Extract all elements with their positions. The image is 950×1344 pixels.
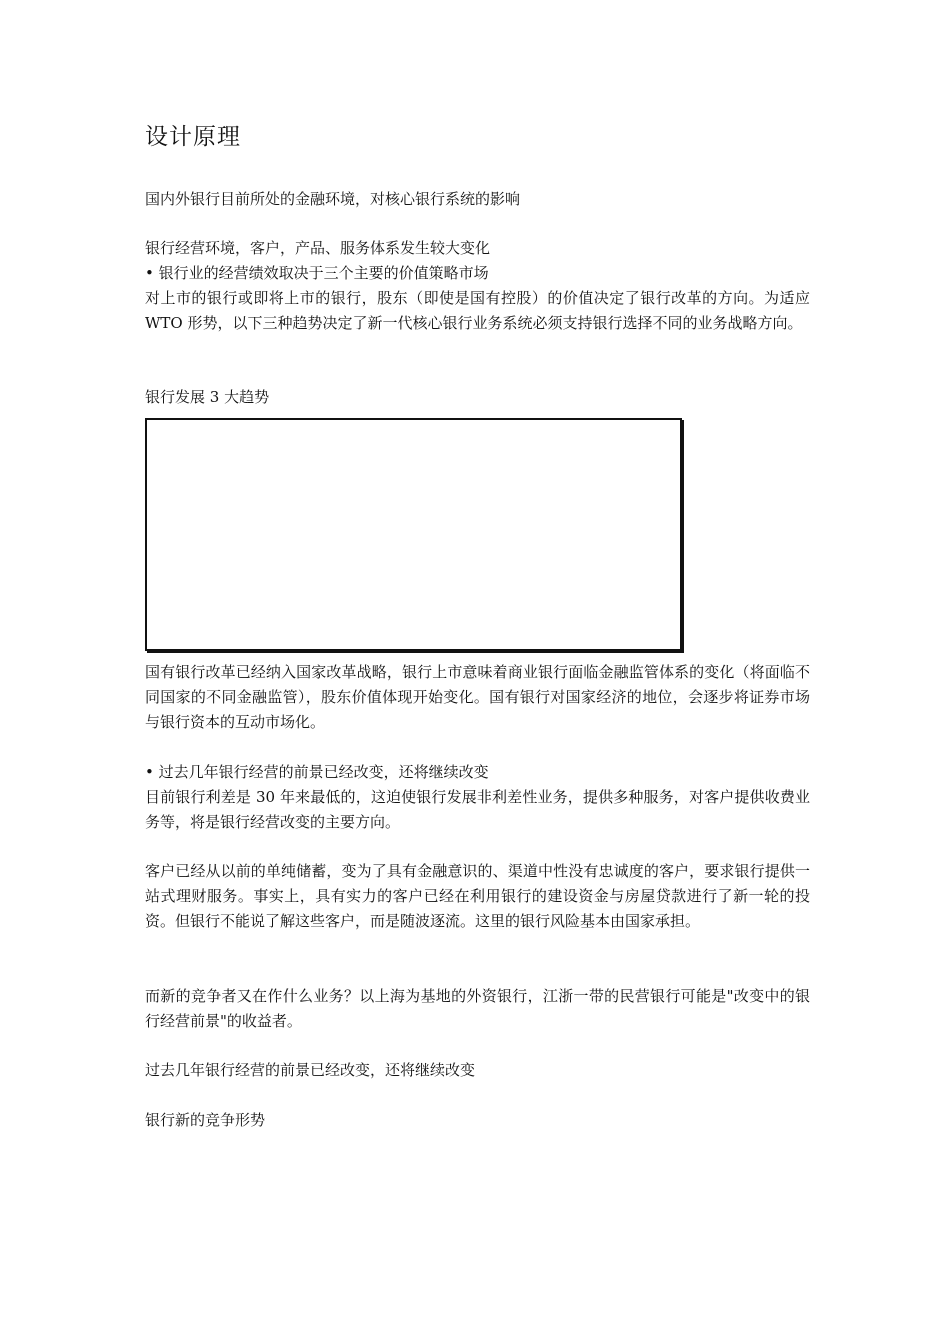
paragraph-customers: 客户已经从以前的单纯储蓄，变为了具有金融意识的、渠道中性没有忠诚度的客户，要求银行提供一站式理财服务。事实上，具有实力的客户已经在利用银行的建设资金与房屋贷款进行了新一轮的投资。但银行不能说了解这些客户，而是随波逐流。这里的银行风险基本由国家承担。 — [145, 862, 810, 930]
section1-paragraph: 对上市的银行或即将上市的银行，股东（即使是国有控股）的价值决定了银行改革的方向。为适应 WTO 形势，以下三种趋势决定了新一代核心银行业务系统必须支持银行选择不同的业务战略方向。 — [145, 289, 810, 332]
last-line: 银行新的竞争形势 — [145, 1111, 266, 1129]
figure-caption: 银行发展 3 大趋势 — [145, 388, 270, 406]
paragraph-competitors: 而新的竞争者又在作什么业务？以上海为基地的外资银行，江浙一带的民营银行可能是"改变中的银行经营前景"的收益者。 — [145, 987, 810, 1030]
subtitle: 国内外银行目前所处的金融环境，对核心银行系统的影响 — [145, 190, 521, 208]
paragraph-state-bank-reform: 国有银行改革已经纳入国家改革战略，银行上市意味着商业银行面临金融监管体系的变化（将面临不同国家的不同金融监管），股东价值体现开始变化。国有银行对国家经济的地位，会逐步将证券市场与银行资本的互动市场化。 — [145, 663, 810, 731]
figure-placeholder — [145, 418, 682, 651]
section1-bullet: • 银行业的经营绩效取决于三个主要的价值策略市场 — [145, 264, 489, 282]
page-title: 设计原理 — [145, 124, 241, 150]
section2-paragraph: 目前银行利差是 30 年来最低的，这迫使银行发展非利差性业务，提供多种服务，对客户提供收费业务等，将是银行经营改变的主要方向。 — [145, 788, 810, 831]
repeat-line: 过去几年银行经营的前景已经改变，还将继续改变 — [145, 1061, 476, 1079]
section2-bullet: • 过去几年银行经营的前景已经改变，还将继续改变 — [145, 763, 489, 781]
section1-line1: 银行经营环境，客户，产品、服务体系发生较大变化 — [145, 239, 491, 257]
